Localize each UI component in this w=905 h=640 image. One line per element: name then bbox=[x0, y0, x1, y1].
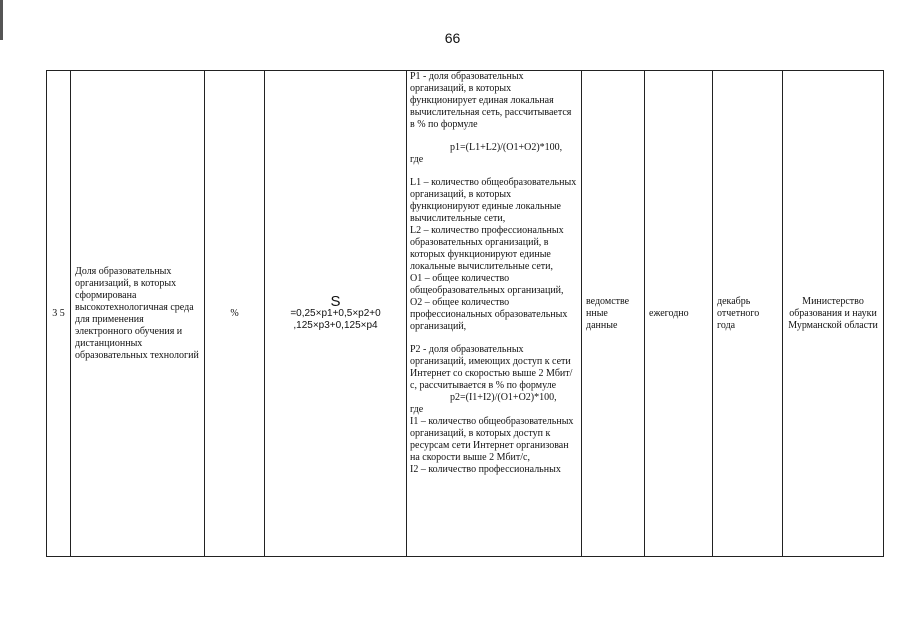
reporting-term: декабрь отчетного года bbox=[713, 71, 783, 557]
calculation-method bbox=[407, 71, 582, 557]
row-number: 3 5 bbox=[47, 71, 71, 557]
i1-definition: I1 – количество общеобразовательных организаций, в которых доступ к ресурсам сети Интернет организован на скорости выше 2 Мбит/с, bbox=[410, 416, 574, 463]
i2-definition: I2 – количество профессиональных bbox=[410, 464, 561, 475]
table-row bbox=[47, 71, 884, 557]
periodicity: ежегодно bbox=[645, 71, 713, 557]
unit-of-measure: % bbox=[205, 71, 265, 557]
formula-line-1: S bbox=[330, 292, 341, 310]
p1-formula: p1=(L1+L2)/(O1+O2)*100, bbox=[450, 142, 563, 153]
l2-definition: L2 – количество профессиональных образовательных организаций, в которых функционируют единые локальные вычислительные сети, bbox=[410, 225, 564, 272]
responsible-body: Министерство образования и науки Мурманской области bbox=[783, 71, 884, 557]
formula-line-3: ,125×p3+0,125×p4 bbox=[293, 319, 378, 331]
p2-where: где bbox=[410, 404, 424, 415]
page-number: 66 bbox=[444, 30, 461, 46]
p1-intro: P1 - доля образовательных организаций, в которых функционирует единая локальная вычислительная сеть, рассчитывается в % по формуле bbox=[410, 71, 572, 130]
o1-definition: O1 – общее количество общеобразовательных организаций, bbox=[410, 273, 564, 296]
indicator-name: Доля образовательных организаций, в которых сформирована высокотехнологичная среда для применения электронного обучения и дистанционных образовательных технологий bbox=[71, 71, 205, 557]
o2-definition: O2 – общее количество профессиональных образовательных организаций, bbox=[410, 297, 568, 332]
p1-where: где bbox=[410, 154, 424, 165]
indicator-table bbox=[46, 70, 884, 557]
p2-formula: p2=(I1+I2)/(O1+O2)*100, bbox=[450, 392, 557, 403]
formula-line-2: =0,25×p1+0,5×p2+0 bbox=[290, 307, 381, 319]
data-source: ведомстве нные данные bbox=[582, 71, 645, 557]
p2-intro: P2 - доля образовательных организаций, имеющих доступ к сети Интернет со скоростью выше 2 Мбит/с, рассчитывается в % по формуле bbox=[410, 344, 573, 391]
l1-definition: L1 – количество общеобразовательных организаций, в которых функционируют единые локальные вычислительные сети, bbox=[410, 177, 577, 224]
calculation-formula bbox=[265, 71, 407, 557]
